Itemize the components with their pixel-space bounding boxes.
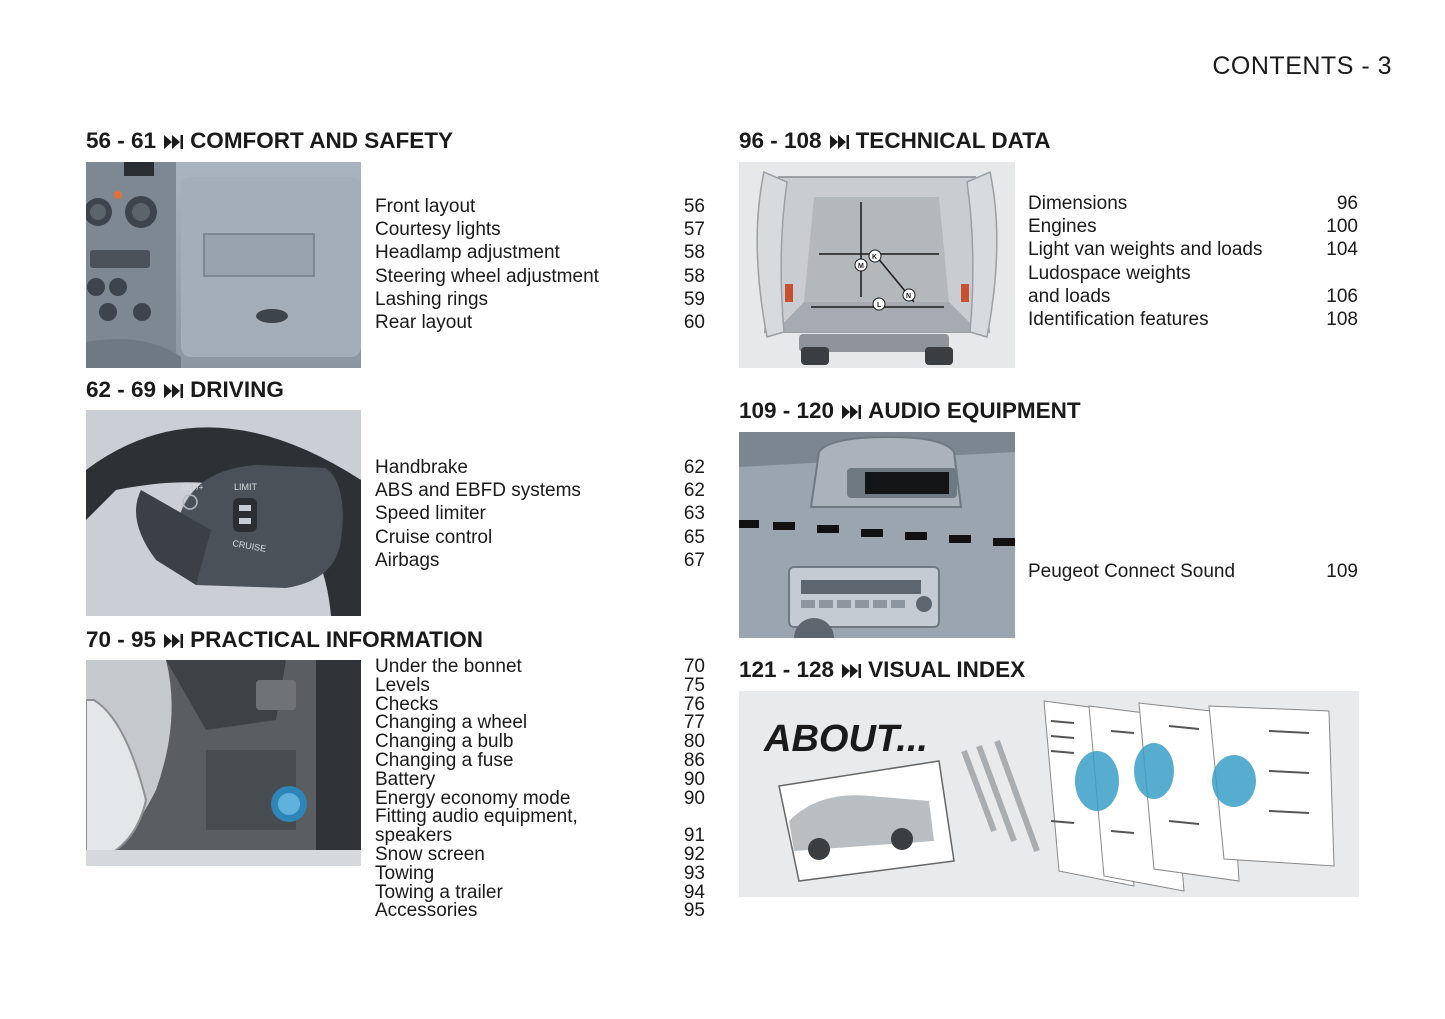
entry-label: Changing a wheel	[375, 712, 528, 734]
toc-entry[interactable]	[375, 241, 705, 264]
entry-label: Peugeot Connect Sound	[1028, 561, 1236, 582]
entry-label: Battery	[375, 768, 436, 790]
toc-entry[interactable]	[375, 658, 705, 677]
entry-page: 60	[683, 312, 705, 334]
toc-entry[interactable]	[375, 902, 705, 921]
entry-label: speakers	[375, 825, 453, 847]
entry-label: Towing	[375, 862, 435, 884]
entry-page: 95	[683, 900, 705, 922]
marker-m: M	[858, 263, 864, 270]
steering-stalk-photo	[86, 410, 361, 616]
entry-page: 109	[1326, 561, 1358, 582]
entry-page: 76	[683, 693, 705, 715]
section-range: 70 - 95	[86, 627, 157, 652]
marker-l: L	[877, 302, 882, 309]
engine-bay-photo	[86, 660, 361, 866]
section-range: 56 - 61	[86, 128, 157, 153]
entry-page: 93	[683, 862, 705, 884]
entry-label: Accessories	[375, 900, 478, 922]
entry-page: 100	[1326, 216, 1358, 238]
entry-page: 57	[683, 219, 705, 241]
entry-page: 65	[683, 526, 705, 548]
toc-entry[interactable]	[375, 265, 705, 288]
toc-entry[interactable]	[375, 526, 705, 549]
section-title-practical[interactable]	[86, 627, 483, 654]
section-title-audio[interactable]	[739, 398, 1081, 425]
toc-entry[interactable]	[1028, 215, 1358, 238]
entry-page: 75	[683, 674, 705, 696]
entry-label: Courtesy lights	[375, 219, 501, 241]
set-label: SET/+	[181, 483, 204, 492]
toc-driving	[375, 456, 705, 572]
fast-forward-icon	[842, 658, 862, 684]
entry-page: 56	[683, 196, 705, 217]
visual-index-illustration	[739, 691, 1359, 897]
entry-page: 67	[683, 549, 705, 571]
audio-console-photo	[739, 432, 1015, 638]
toc-entry[interactable]	[375, 195, 705, 218]
toc-entry[interactable]	[375, 218, 705, 241]
section-range: 96 - 108	[739, 128, 822, 153]
entry-label: and loads	[1028, 285, 1111, 307]
section-range: 109 - 120	[739, 398, 835, 423]
toc-entry[interactable]	[375, 749, 705, 771]
section-range: 121 - 128	[739, 657, 835, 682]
entry-page: 94	[683, 881, 705, 903]
entry-label: Under the bonnet	[375, 656, 522, 677]
toc-entry[interactable]	[1028, 238, 1358, 261]
entry-page: 58	[683, 242, 705, 264]
toc-entry[interactable]	[375, 502, 705, 525]
cruise-label: CRUISE	[231, 538, 267, 554]
entry-label: Identification features	[1028, 309, 1209, 331]
section-name: TECHNICAL DATA	[855, 128, 1051, 153]
section-name: PRACTICAL INFORMATION	[190, 627, 483, 652]
entry-label: Airbags	[375, 549, 440, 571]
entry-label: Checks	[375, 693, 439, 715]
entry-page: 63	[683, 503, 705, 525]
banner-text: ABOUT...	[764, 718, 928, 760]
entry-page: 62	[683, 457, 705, 478]
entry-page: 91	[683, 825, 705, 847]
section-name: AUDIO EQUIPMENT	[868, 398, 1081, 423]
dashboard-photo	[86, 162, 361, 368]
entry-label: Light van weights and loads	[1028, 239, 1263, 261]
toc-entry[interactable]	[1028, 308, 1358, 331]
entry-page: 70	[683, 656, 705, 677]
fast-forward-icon	[830, 129, 850, 155]
fast-forward-icon	[164, 628, 184, 654]
entry-page: 62	[683, 480, 705, 502]
fast-forward-icon	[842, 399, 862, 425]
toc-audio	[1028, 560, 1358, 583]
entry-label: Dimensions	[1028, 193, 1128, 214]
marker-k: K	[872, 254, 878, 261]
toc-entry[interactable]	[1028, 262, 1358, 285]
section-title-visual[interactable]	[739, 657, 1025, 684]
entry-label: Steering wheel adjustment	[375, 265, 599, 287]
page-title: CONTENTS - 3	[1212, 52, 1392, 80]
entry-label: Engines	[1028, 216, 1097, 238]
toc-practical	[375, 658, 705, 921]
toc-entry[interactable]	[375, 479, 705, 502]
entry-label: Snow screen	[375, 843, 485, 865]
entry-page: 92	[683, 843, 705, 865]
fast-forward-icon	[164, 378, 184, 404]
entry-label: Changing a bulb	[375, 731, 514, 753]
toc-entry[interactable]	[1028, 192, 1358, 215]
entry-page: 86	[683, 749, 705, 771]
entry-label: Levels	[375, 674, 430, 696]
entry-page: 104	[1326, 239, 1358, 261]
entry-label: ABS and EBFD systems	[375, 480, 581, 502]
toc-entry[interactable]	[375, 768, 705, 790]
toc-technical	[1028, 192, 1358, 331]
entry-label: Speed limiter	[375, 503, 486, 525]
entry-label: Energy economy mode	[375, 787, 571, 809]
entry-page: 80	[683, 731, 705, 753]
entry-page: 108	[1326, 309, 1358, 331]
entry-page: 59	[683, 288, 705, 310]
section-title-comfort[interactable]	[86, 128, 453, 155]
marker-n: N	[906, 293, 912, 300]
section-name: COMFORT AND SAFETY	[190, 128, 453, 153]
entry-label: Rear layout	[375, 312, 473, 334]
toc-entry[interactable]	[375, 456, 705, 479]
entry-label: Lashing rings	[375, 288, 489, 310]
entry-page: 106	[1326, 285, 1358, 307]
section-title-technical[interactable]	[739, 128, 1051, 155]
van-rear-cargo-photo	[739, 162, 1015, 368]
section-name: DRIVING	[190, 377, 284, 402]
entry-page: 90	[683, 768, 705, 790]
entry-label: Fitting audio equipment,	[375, 806, 578, 828]
toc-entry[interactable]	[375, 311, 705, 334]
entry-label: Towing a trailer	[375, 881, 503, 903]
fast-forward-icon	[164, 129, 184, 155]
section-name: VISUAL INDEX	[868, 657, 1026, 682]
toc-entry[interactable]	[375, 549, 705, 572]
section-range: 62 - 69	[86, 377, 157, 402]
entry-label: Ludospace weights	[1028, 262, 1191, 284]
toc-entry[interactable]	[1028, 560, 1358, 583]
section-title-driving[interactable]	[86, 377, 284, 404]
entry-label: Handbrake	[375, 457, 468, 478]
toc-entry[interactable]	[375, 862, 705, 884]
toc-entry[interactable]	[375, 843, 705, 865]
toc-comfort	[375, 195, 705, 334]
toc-entry[interactable]	[375, 674, 705, 696]
entry-label: Front layout	[375, 196, 476, 217]
entry-page: 77	[683, 712, 705, 734]
entry-label: Headlamp adjustment	[375, 242, 560, 264]
entry-label: Cruise control	[375, 526, 493, 548]
toc-entry[interactable]	[375, 288, 705, 311]
entry-label: Changing a fuse	[375, 749, 514, 771]
toc-entry[interactable]	[1028, 285, 1358, 308]
entry-page: 58	[683, 265, 705, 287]
limit-label: LIMIT	[234, 482, 258, 492]
entry-page: 96	[1336, 193, 1358, 214]
entry-page: 90	[683, 787, 705, 809]
